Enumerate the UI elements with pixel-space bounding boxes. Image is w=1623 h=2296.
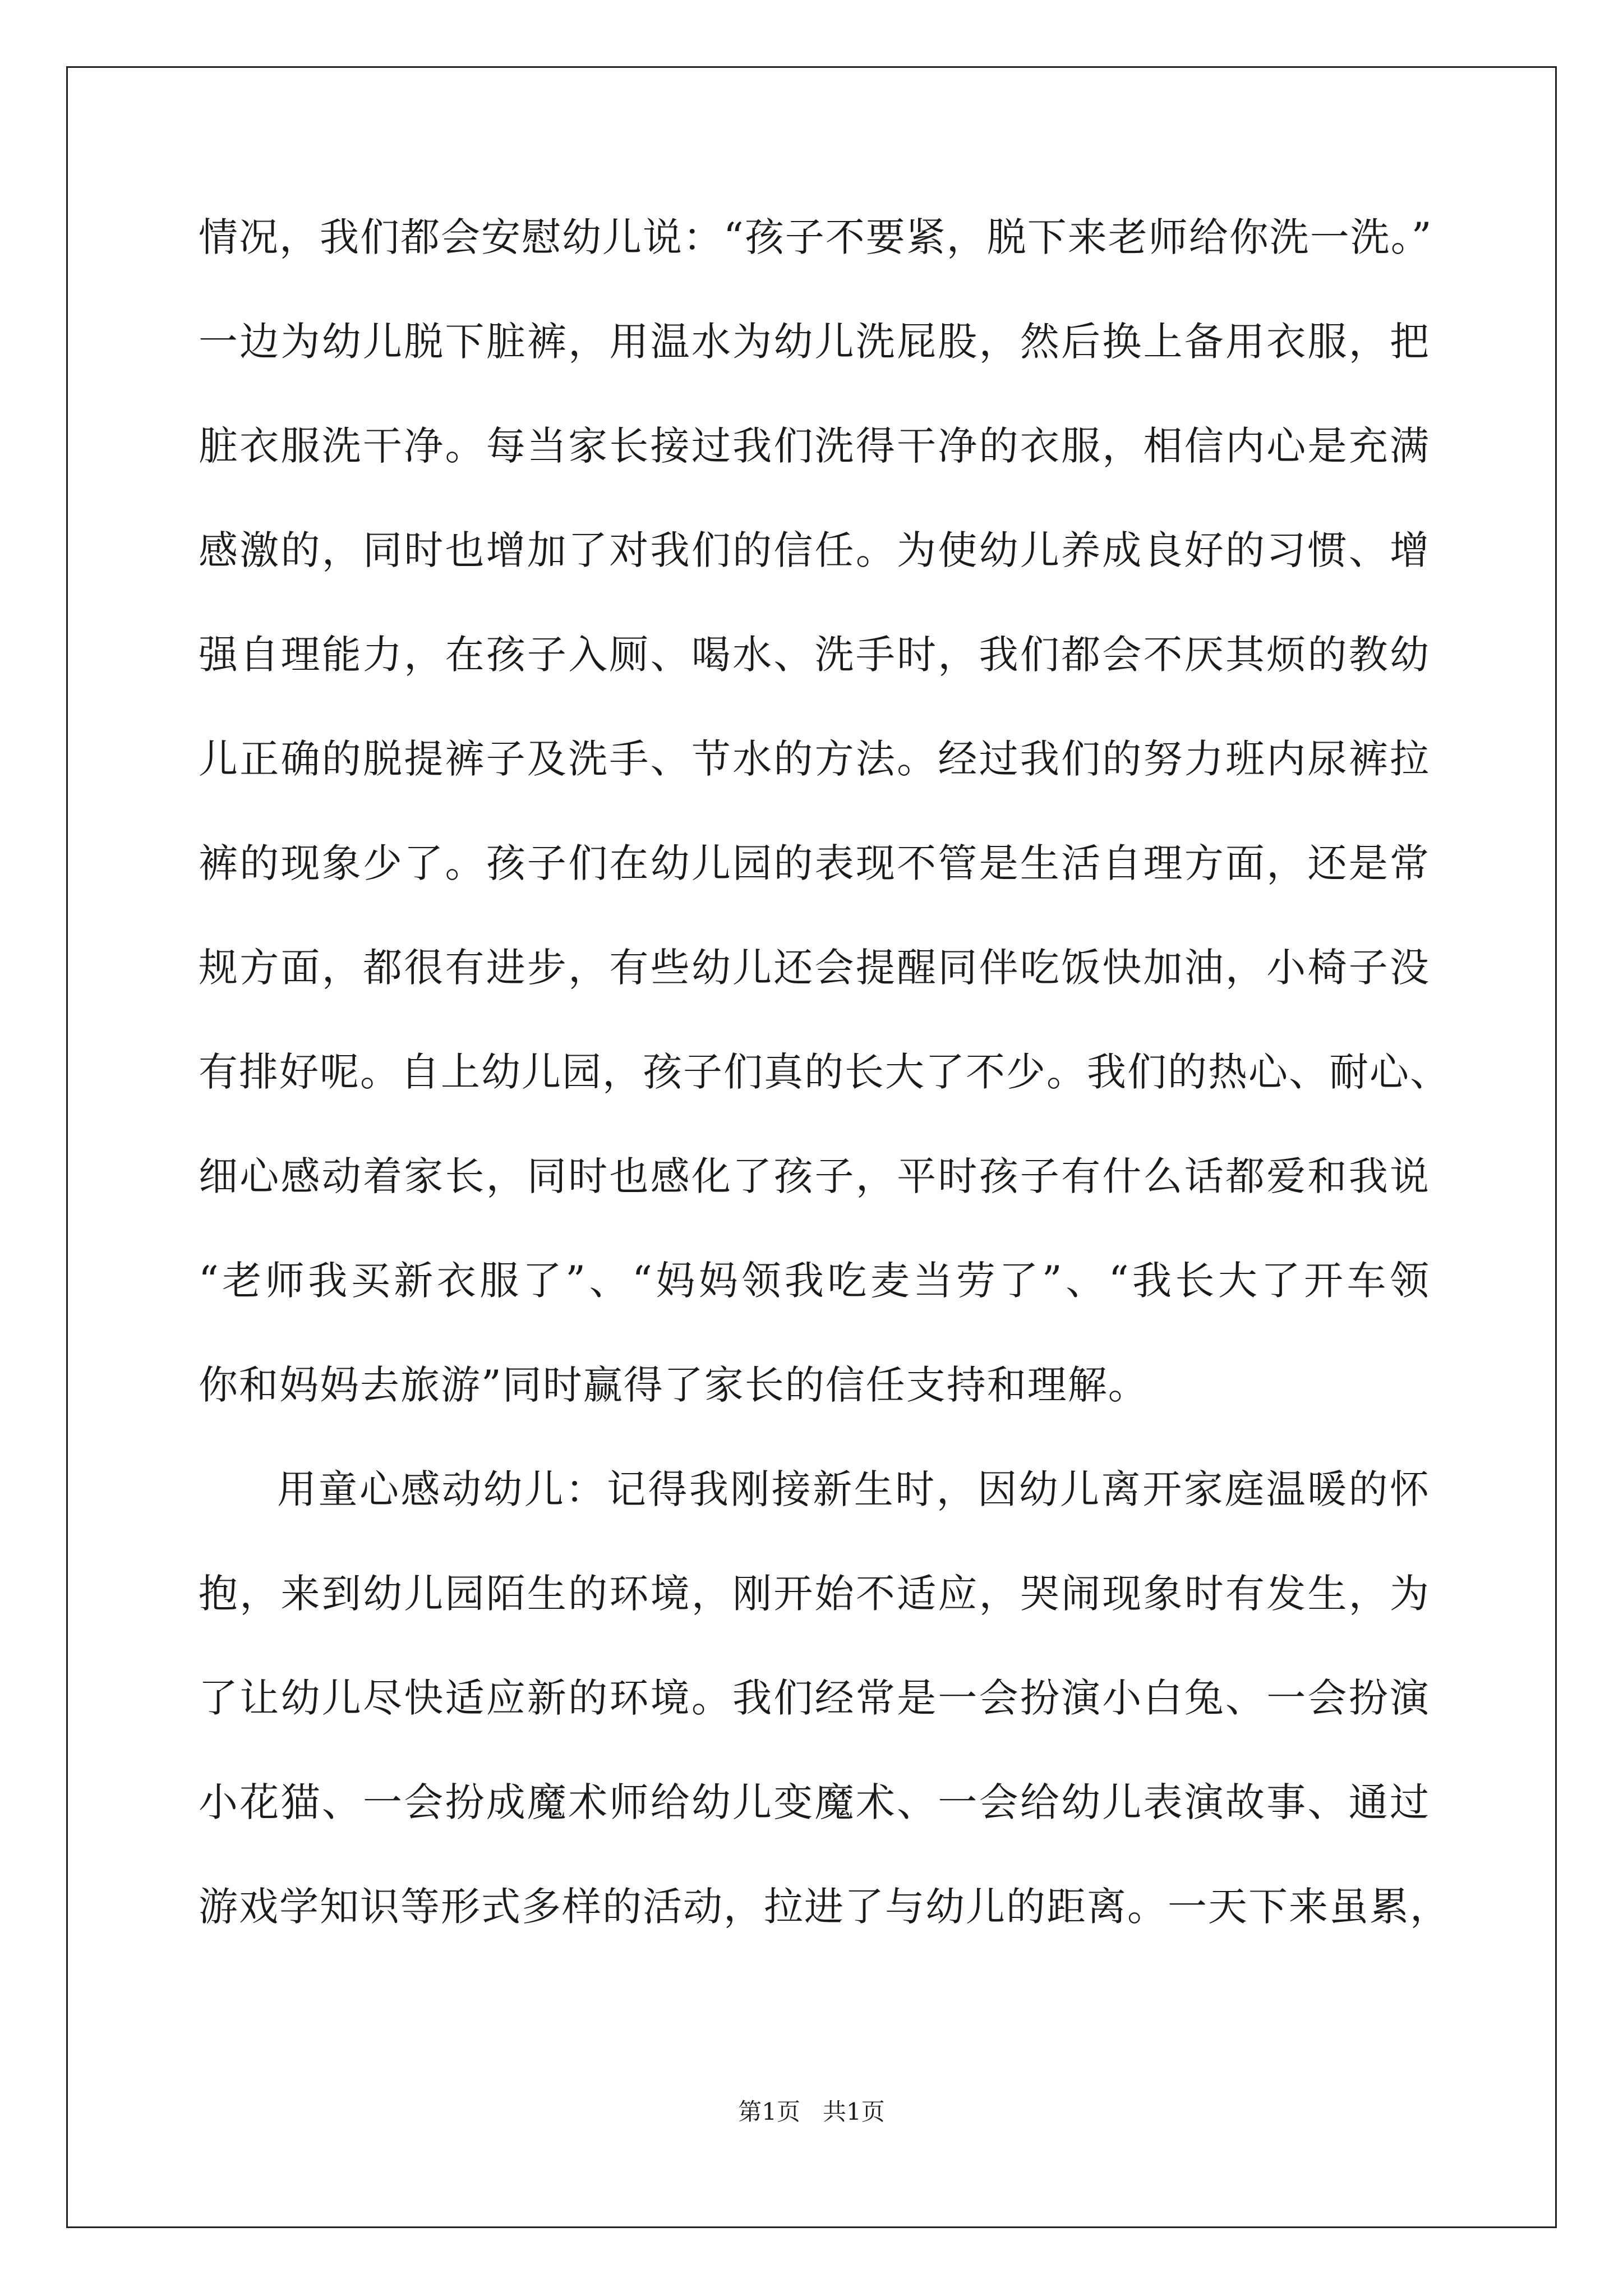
- paragraph-2-line-1: 用童心感动幼儿：记得我刚接新生时，因幼儿离开家庭温暖的怀: [277, 1466, 1430, 1512]
- paragraph-2-line-5: 游戏学知识等形式多样的活动，拉进了与幼儿的距离。一天下来虽累，: [199, 1884, 1450, 1930]
- paragraph-1-line-8: 规方面，都很有进步，有些幼儿还会提醒同伴吃饭快加油，小椅子没: [199, 945, 1430, 991]
- footer-spacer: [800, 2098, 823, 2125]
- document-body: [199, 185, 1450, 1959]
- paragraph-1-line-4: 感激的，同时也增加了对我们的信任。为使幼儿养成良好的习惯、增: [199, 527, 1430, 573]
- paragraph-1-line-9: 有排好呢。自上幼儿园，孩子们真的长大了不少。我们的热心、耐心、: [199, 1049, 1450, 1095]
- paragraph-1-line-12: 你和妈妈去旅游”同时赢得了家长的信任支持和理解。: [199, 1362, 1149, 1408]
- paragraph-1-line-3: 脏衣服洗干净。每当家长接过我们洗得干净的衣服，相信内心是充满: [199, 423, 1430, 469]
- page-total: 共1页: [823, 2098, 885, 2125]
- paragraph-2-line-2: 抱，来到幼儿园陌生的环境，刚开始不适应，哭闹现象时有发生，为: [199, 1571, 1430, 1617]
- paragraph-1-line-7: 裤的现象少了。孩子们在幼儿园的表现不管是生活自理方面，还是常: [199, 840, 1430, 886]
- paragraph-1-line-10: 细心感动着家长，同时也感化了孩子，平时孩子有什么话都爱和我说: [199, 1153, 1430, 1199]
- paragraph-1-line-5: 强自理能力，在孩子入厕、喝水、洗手时，我们都会不厌其烦的教幼: [199, 632, 1430, 678]
- page-footer: [0, 2095, 1623, 2129]
- paragraph-2-line-3: 了让幼儿尽快适应新的环境。我们经常是一会扮演小白兔、一会扮演: [199, 1675, 1430, 1721]
- page-number: 第1页: [738, 2098, 800, 2125]
- paragraph-2-line-4: 小花猫、一会扮成魔术师给幼儿变魔术、一会给幼儿表演故事、通过: [199, 1779, 1430, 1825]
- paragraph-1-line-6: 儿正确的脱提裤子及洗手、节水的方法。经过我们的努力班内尿裤拉: [199, 736, 1430, 782]
- paragraph-1-line-11: “老师我买新衣服了”、“妈妈领我吃麦当劳了”、“我长大了开车领: [199, 1258, 1430, 1304]
- paragraph-1-line-2: 一边为幼儿脱下脏裤，用温水为幼儿洗屁股，然后换上备用衣服，把: [199, 319, 1430, 365]
- paragraph-1-line-1: 情况，我们都会安慰幼儿说：“孩子不要紧，脱下来老师给你洗一洗。”: [199, 214, 1433, 260]
